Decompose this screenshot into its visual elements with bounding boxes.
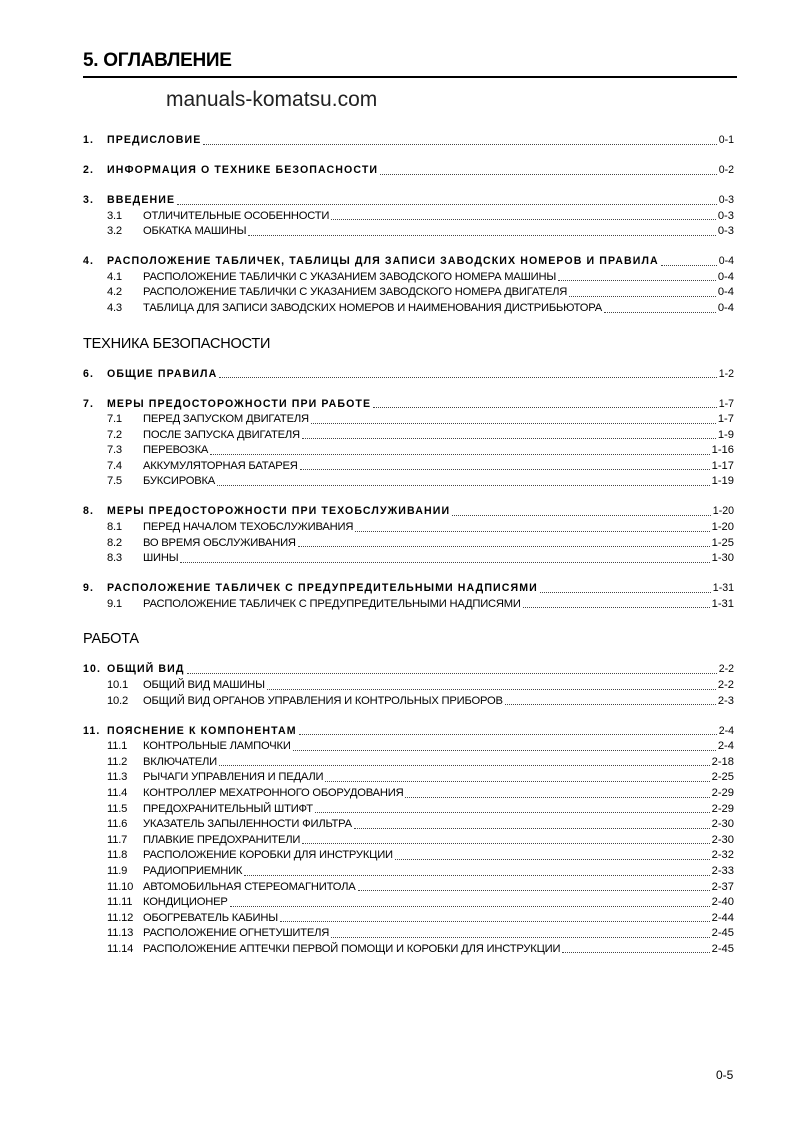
entry-title: АВТОМОБИЛЬНАЯ СТЕРЕОМАГНИТОЛА [143,880,356,893]
toc-subentry[interactable] [83,911,734,927]
toc-entry[interactable] [83,662,734,678]
entry-page: 0-4 [717,270,734,283]
entry-title: ПЕРЕВОЗКА [143,444,209,457]
entry-page: 1-7 [717,413,734,426]
toc-subentry[interactable] [83,428,734,444]
dot-leader [505,703,716,705]
entry-number: 4.2 [107,286,122,299]
entry-number: 7.1 [107,413,122,426]
dot-leader [293,749,716,751]
entry-number: 6. [83,367,95,380]
toc-subentry[interactable] [83,833,734,849]
toc-subentry[interactable] [83,536,734,552]
entry-page: 1-31 [712,582,734,595]
entry-number: 7.4 [107,459,122,472]
entry-page: 0-4 [717,286,734,299]
dot-leader [558,279,716,281]
entry-page: 2-33 [711,864,734,877]
dot-leader [405,796,709,798]
entry-title: РАСПОЛОЖЕНИЕ ТАБЛИЧЕК, ТАБЛИЦЫ ДЛЯ ЗАПИСИ ЗАВОДСКИХ НОМЕРОВ И ПРАВИЛА [107,255,659,268]
entry-page: 1-9 [717,428,734,441]
table-of-contents [83,133,734,957]
page-title: 5. ОГЛАВЛЕНИЕ [83,50,232,71]
entry-number: 11. [83,724,101,737]
dot-leader [355,530,709,532]
toc-entry[interactable] [83,724,734,740]
toc-subentry[interactable] [83,786,734,802]
entry-title: ВО ВРЕМЯ ОБСЛУЖИВАНИЯ [143,536,296,549]
toc-entry[interactable] [83,163,734,179]
dot-leader [244,874,709,876]
entry-title: РАСПОЛОЖЕНИЕ ОГНЕТУШИТЕЛЯ [143,927,330,940]
entry-page: 2-4 [718,724,734,737]
entry-number: 10. [83,663,102,676]
toc-subentry[interactable] [83,770,734,786]
entry-number: 7. [83,397,95,410]
dot-leader [358,889,710,891]
entry-title: ВКЛЮЧАТЕЛИ [143,755,217,768]
dot-leader [248,234,716,236]
entry-page: 1-20 [712,505,734,518]
entry-title: ИНФОРМАЦИЯ О ТЕХНИКЕ БЕЗОПАСНОСТИ [107,163,379,176]
entry-title: КОНТРОЛЛЕР МЕХАТРОННОГО ОБОРУДОВАНИЯ [143,786,404,799]
section-heading: ТЕХНИКА БЕЗОПАСНОСТИ [83,335,271,352]
entry-page: 0-2 [718,163,734,176]
entry-number: 11.3 [107,771,128,784]
entry-number: 2. [83,163,95,176]
entry-number: 4.1 [107,270,122,283]
toc-subentry[interactable] [83,755,734,771]
toc-subentry[interactable] [83,926,734,942]
entry-title: ОБЩИЕ ПРАВИЛА [107,367,218,380]
entry-page: 1-16 [711,444,734,457]
toc-subentry[interactable] [83,412,734,428]
toc-subentry[interactable] [83,551,734,567]
entry-page: 2-30 [711,833,734,846]
dot-leader [331,218,716,220]
dot-leader [219,376,716,378]
entry-title: КОНДИЦИОНЕР [143,896,228,909]
entry-page: 2-32 [711,849,734,862]
entry-title: ПОЯСНЕНИЕ К КОМПОНЕНТАМ [107,724,297,737]
toc-entry[interactable] [83,133,734,149]
entry-page: 1-19 [711,475,734,488]
dot-leader [315,811,710,813]
entry-number: 11.7 [107,833,128,846]
entry-page: 1-2 [718,367,734,380]
dot-leader [540,591,711,593]
dot-leader [452,514,711,516]
entry-title: РЫЧАГИ УПРАВЛЕНИЯ И ПЕДАЛИ [143,771,324,784]
dot-leader [325,780,709,782]
toc-entry[interactable] [83,254,734,270]
dot-leader [280,920,710,922]
entry-number: 7.3 [107,444,122,457]
entry-number: 3.1 [107,209,122,222]
entry-page: 0-4 [717,301,734,314]
dot-leader [604,311,716,313]
entry-page: 2-40 [711,896,734,909]
entry-number: 10.1 [107,679,128,691]
entry-number: 7.5 [107,475,122,488]
entry-title: ШИНЫ [143,552,179,565]
entry-page: 2-25 [711,771,734,784]
entry-page: 2-29 [711,786,734,799]
dot-leader [562,951,709,953]
toc-subentry[interactable] [83,270,734,286]
entry-page: 1-17 [711,459,734,472]
entry-page: 2-44 [711,911,734,924]
entry-title: БУКСИРОВКА [143,475,216,488]
entry-number: 11.10 [107,880,134,893]
entry-number: 8.1 [107,521,122,534]
toc-subentry[interactable] [83,678,734,694]
entry-page: 1-20 [711,521,734,534]
dot-leader [180,561,709,563]
dot-leader [331,936,709,938]
dot-leader [302,842,709,844]
entry-number: 7.2 [107,428,122,441]
entry-page: 1-31 [711,597,734,610]
entry-number: 4. [83,255,95,268]
toc-entry[interactable] [83,367,734,383]
entry-title: ПРЕДИСЛОВИЕ [107,134,202,146]
entry-number: 9.1 [107,597,122,610]
entry-title: ПЛАВКИЕ ПРЕДОХРАНИТЕЛИ [143,833,301,846]
entry-title: ОБЩИЙ ВИД МАШИНЫ [143,679,265,691]
dot-leader [354,827,710,829]
entry-title: ТАБЛИЦА ДЛЯ ЗАПИСИ ЗАВОДСКИХ НОМЕРОВ И НАИМЕНОВАНИЯ ДИСТРИБЬЮТОРА [143,301,602,314]
dot-leader [230,905,710,907]
entry-title: ПЕРЕД НАЧАЛОМ ТЕХОБСЛУЖИВАНИЯ [143,521,354,534]
entry-number: 11.13 [107,927,134,940]
entry-page: 2-18 [711,755,734,768]
entry-number: 8. [83,505,95,518]
entry-number: 3.2 [107,225,122,238]
entry-title: ПЕРЕД ЗАПУСКОМ ДВИГАТЕЛЯ [143,413,309,426]
toc-subentry[interactable] [83,520,734,536]
toc-subentry[interactable] [83,301,734,317]
toc-subentry[interactable] [83,209,734,225]
entry-page: 2-30 [711,818,734,831]
toc-subentry[interactable] [83,895,734,911]
entry-number: 11.14 [107,942,134,955]
entry-page: 0-4 [718,255,734,268]
entry-title: ОТЛИЧИТЕЛЬНЫЕ ОСОБЕННОСТИ [143,209,330,222]
entry-title: МЕРЫ ПРЕДОСТОРОЖНОСТИ ПРИ РАБОТЕ [107,397,372,410]
entry-title: ПРЕДОХРАНИТЕЛЬНЫЙ ШТИФТ [143,802,313,815]
entry-number: 8.2 [107,536,122,549]
entry-number: 11.5 [107,802,128,815]
toc-entry[interactable] [83,504,734,520]
dot-leader [187,672,717,674]
entry-number: 11.9 [107,864,128,877]
entry-number: 1. [83,134,95,146]
toc-subentry[interactable] [83,285,734,301]
entry-page: 2-37 [711,880,734,893]
entry-page: 0-1 [718,134,734,146]
dot-leader [177,203,717,205]
toc-subentry[interactable] [83,459,734,475]
entry-title: РАСПОЛОЖЕНИЕ ТАБЛИЧЕК С ПРЕДУПРЕДИТЕЛЬНЫМИ НАДПИСЯМИ [107,582,538,595]
entry-page: 2-2 [717,679,734,691]
entry-title: ОБЩИЙ ВИД [107,663,185,676]
toc-subentry[interactable] [83,694,734,710]
entry-page: 0-3 [717,225,734,238]
toc-subentry[interactable] [83,942,734,958]
toc-subentry[interactable] [83,443,734,459]
dot-leader [302,437,716,439]
entry-number: 3. [83,193,95,206]
entry-title: РАДИОПРИЕМНИК [143,864,243,877]
entry-title: УКАЗАТЕЛЬ ЗАПЫЛЕННОСТИ ФИЛЬТРА [143,818,352,831]
entry-title: ВВЕДЕНИЕ [107,193,176,206]
entry-number: 11.12 [107,911,134,924]
toc-subentry[interactable] [83,817,734,833]
watermark: manuals-komatsu.com [166,88,378,111]
dot-leader [373,406,717,408]
page-number: 0-5 [716,1068,734,1082]
toc-subentry[interactable] [83,224,734,240]
toc-subentry[interactable] [83,739,734,755]
entry-title: ОБКАТКА МАШИНЫ [143,225,247,238]
entry-page: 1-30 [711,552,734,565]
entry-page: 2-3 [717,694,734,707]
dot-leader [267,688,716,690]
entry-title: РАСПОЛОЖЕНИЕ ТАБЛИЧКИ С УКАЗАНИЕМ ЗАВОДСКОГО НОМЕРА МАШИНЫ [143,270,557,283]
dot-leader [203,143,716,145]
dot-leader [219,764,710,766]
entry-page: 2-2 [718,663,734,676]
dot-leader [523,606,710,608]
dot-leader [298,545,710,547]
toc-entry[interactable] [83,193,734,209]
dot-leader [569,295,716,297]
entry-number: 11.6 [107,818,128,831]
toc-subentry[interactable] [83,864,734,880]
entry-title: МЕРЫ ПРЕДОСТОРОЖНОСТИ ПРИ ТЕХОБСЛУЖИВАНИИ [107,505,451,518]
entry-page: 2-45 [711,927,734,940]
entry-page: 2-45 [711,942,734,955]
entry-title: РАСПОЛОЖЕНИЕ ТАБЛИЧКИ С УКАЗАНИЕМ ЗАВОДСКОГО НОМЕРА ДВИГАТЕЛЯ [143,286,568,299]
entry-number: 10.2 [107,694,128,707]
entry-number: 11.2 [107,755,128,768]
entry-page: 2-4 [717,740,734,753]
dot-leader [311,422,716,424]
entry-title: АККУМУЛЯТОРНАЯ БАТАРЕЯ [143,459,298,472]
title-underline [83,76,737,78]
dot-leader [210,453,709,455]
toc-entry[interactable] [83,581,734,597]
entry-title: ПОСЛЕ ЗАПУСКА ДВИГАТЕЛЯ [143,428,300,441]
dot-leader [661,264,717,266]
dot-leader [299,733,717,735]
entry-page: 1-7 [718,397,734,410]
entry-title: ОБЩИЙ ВИД ОРГАНОВ УПРАВЛЕНИЯ И КОНТРОЛЬНЫХ ПРИБОРОВ [143,694,503,707]
entry-title: КОНТРОЛЬНЫЕ ЛАМПОЧКИ [143,740,291,753]
dot-leader [217,484,710,486]
entry-number: 11.4 [107,786,128,799]
toc-subentry[interactable] [83,848,734,864]
entry-title: РАСПОЛОЖЕНИЕ АПТЕЧКИ ПЕРВОЙ ПОМОЩИ И КОРОБКИ ДЛЯ ИНСТРУКЦИИ [143,942,561,955]
entry-page: 0-3 [717,209,734,222]
entry-page: 0-3 [718,193,734,206]
dot-leader [300,468,710,470]
toc-subentry[interactable] [83,474,734,490]
dot-leader [395,858,710,860]
entry-number: 9. [83,582,95,595]
section-heading: РАБОТА [83,631,139,648]
entry-number: 11.11 [107,896,133,909]
entry-number: 11.1 [107,740,128,753]
entry-page: 1-25 [711,536,734,549]
entry-number: 11.8 [107,849,128,862]
entry-page: 2-29 [711,802,734,815]
dot-leader [380,173,717,175]
toc-subentry[interactable] [83,597,734,613]
entry-title: ОБОГРЕВАТЕЛЬ КАБИНЫ [143,911,278,924]
entry-title: РАСПОЛОЖЕНИЕ ТАБЛИЧЕК С ПРЕДУПРЕДИТЕЛЬНЫМИ НАДПИСЯМИ [143,597,521,610]
toc-subentry[interactable] [83,802,734,818]
entry-number: 4.3 [107,301,122,314]
toc-subentry[interactable] [83,880,734,896]
entry-number: 8.3 [107,552,122,565]
toc-entry[interactable] [83,397,734,413]
entry-title: РАСПОЛОЖЕНИЕ КОРОБКИ ДЛЯ ИНСТРУКЦИИ [143,849,393,862]
